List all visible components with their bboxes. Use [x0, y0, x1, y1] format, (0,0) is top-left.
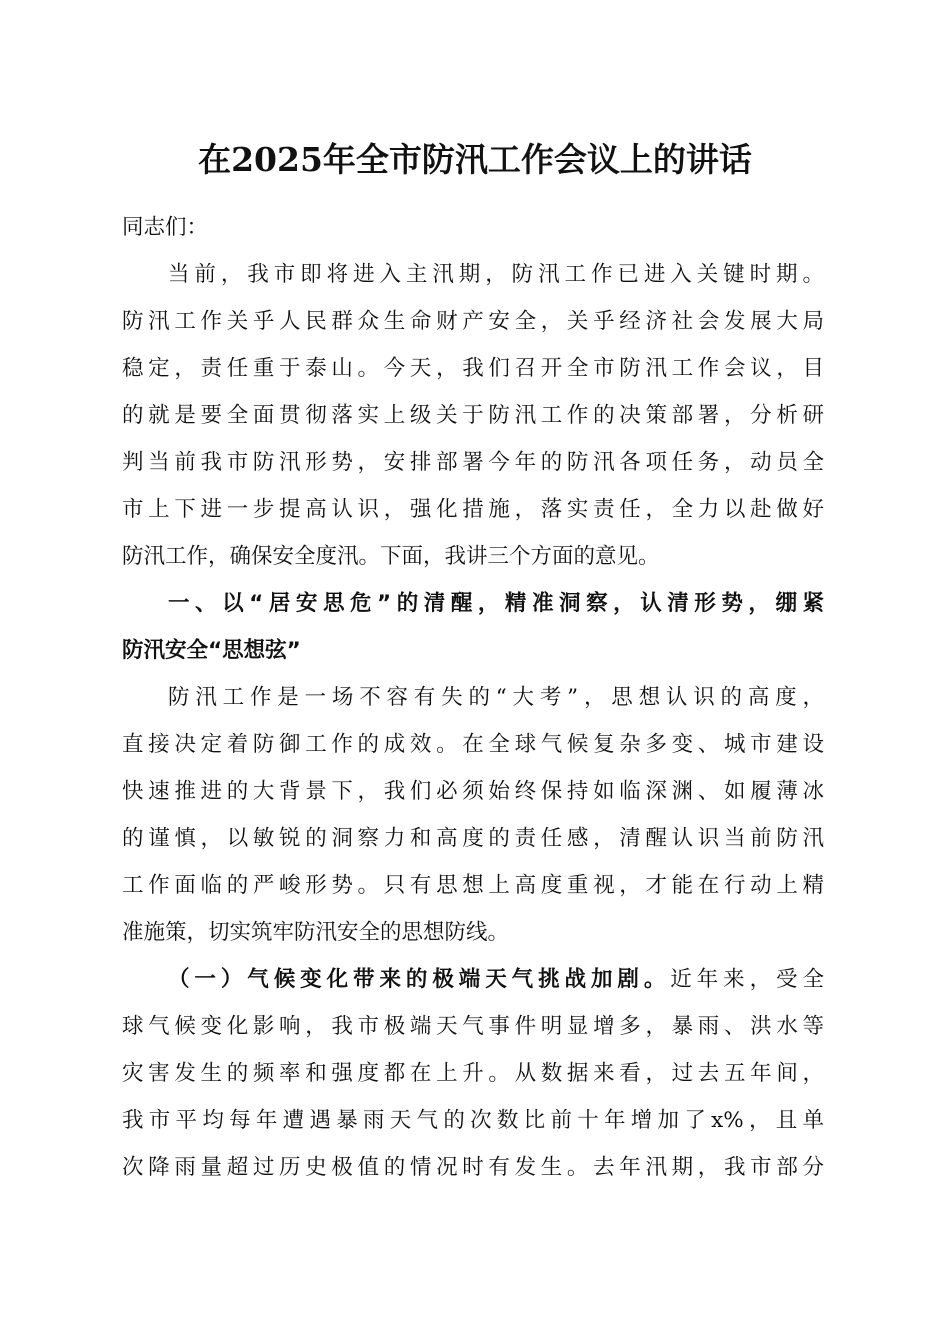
salutation: 同志们：	[122, 215, 209, 240]
document-body	[122, 204, 824, 1191]
paragraph-line: 球气候变化影响，我市极端天气事件明显增多，暴雨、洪水等	[122, 1014, 824, 1039]
paragraph-intro	[122, 251, 824, 580]
paragraph-line: 稳定，责任重于泰山。今天，我们召开全市防汛工作会议，目	[122, 356, 824, 381]
paragraph-line: 准施策，切实筑牢防汛安全的思想防线。	[122, 920, 510, 945]
paragraph-line: 的谨慎，以敏锐的洞察力和高度的责任感，清醒认识当前防汛	[122, 826, 824, 851]
paragraph-line: 灾害发生的频率和强度都在上升。从数据来看，过去五年间，	[122, 1061, 824, 1086]
page-title: 在2025年全市防汛工作会议上的讲话	[198, 140, 752, 179]
paragraph-line: 防汛工作关乎人民群众生命财产安全，关乎经济社会发展大局	[122, 309, 824, 334]
paragraph-line: 工作面临的严峻形势。只有思想上高度重视，才能在行动上精	[122, 873, 824, 898]
paragraph-line: 快速推进的大背景下，我们必须始终保持如临深渊、如履薄冰	[122, 779, 824, 804]
section-heading-1	[122, 580, 824, 674]
paragraph-line: 判当前我市防汛形势，安排部署今年的防汛各项任务，动员全	[122, 450, 824, 475]
heading-line: 一、以“居安思危”的清醒，精准洞察，认清形势，绷紧	[168, 591, 824, 616]
paragraph-line: 当前，我市即将进入主汛期，防汛工作已进入关键时期。	[168, 262, 824, 287]
paragraph-climate	[122, 956, 824, 1191]
heading-line: 防汛安全“思想弦”	[122, 638, 301, 663]
paragraph-line: 的就是要全面贯彻落实上级关于防汛工作的决策部署，分析研	[122, 403, 824, 428]
paragraph-line: 次降雨量超过历史极值的情况时有发生。去年汛期，我市部分	[122, 1155, 824, 1180]
paragraph-line: 我市平均每年遭遇暴雨天气的次数比前十年增加了x%，且单	[122, 1108, 824, 1133]
paragraph-line	[122, 956, 824, 1003]
paragraph-line: 防汛工作，确保安全度汛。下面，我讲三个方面的意见。	[122, 544, 660, 569]
paragraph-line: 市上下进一步提高认识，强化措施，落实责任，全力以赴做好	[122, 497, 824, 522]
paragraph-line: 直接决定着防御工作的成效。在全球气候复杂多变、城市建设	[122, 732, 824, 757]
subheading-climate: （一）气候变化带来的极端天气挑战加剧。	[168, 967, 671, 992]
paragraph-situation	[122, 674, 824, 956]
paragraph-line: 防汛工作是一场不容有失的“大考”，思想认识的高度，	[168, 685, 824, 710]
paragraph-line-rest: 近年来，受全	[670, 967, 824, 992]
